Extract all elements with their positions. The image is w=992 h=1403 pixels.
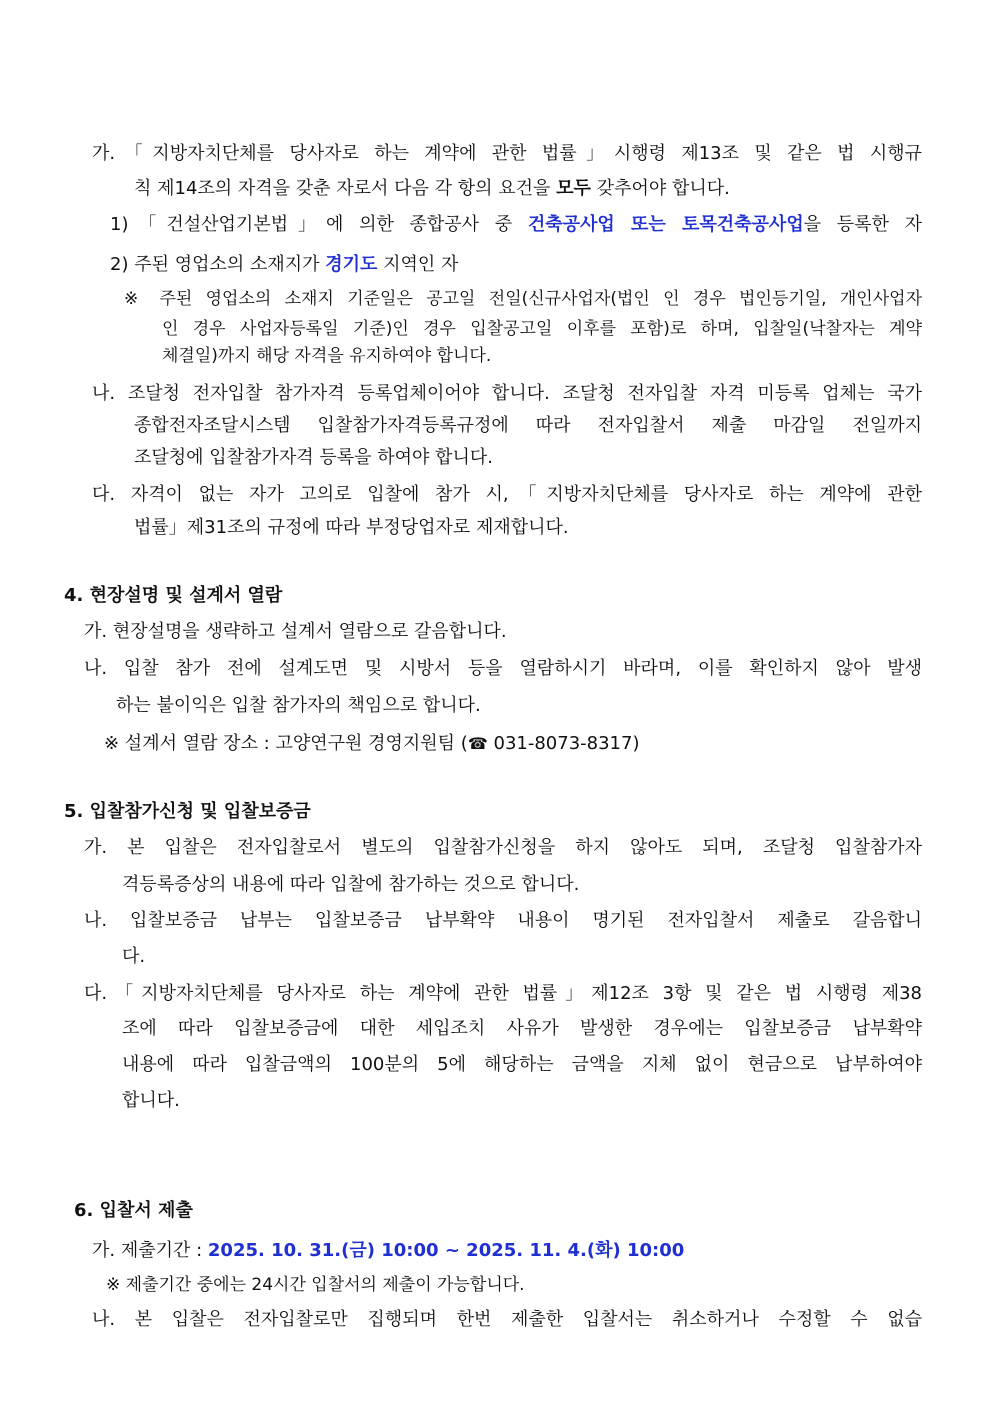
submission-na-line-1: 나. 본 입찰은 전자입찰로만 집행되며 한번 제출한 입찰서는 취소하거나 수정할 수 없습	[92, 1309, 922, 1330]
deposit-da-line-3: 내용에 따라 입찰금액의 100분의 5에 해당하는 금액을 지체 없이 현금으로 납부하여야	[122, 1054, 922, 1075]
qualification-da-line-2: 법률」제31조의 규정에 따라 부정당업자로 제재합니다.	[134, 517, 569, 538]
deposit-da-line-4: 합니다.	[122, 1090, 180, 1111]
emphasis-all: 모두	[556, 178, 591, 199]
qualification-ga-line-2: 칙 제14조의 자격을 갖춘 자로서 다음 각 항의 요건을 모두 갖추어야 합니다.	[134, 178, 730, 199]
location-note-line-2: 인 경우 사업자등록일 기준)인 경우 입찰공고일 이후를 포함)로 하며, 입찰일(낙찰자는 계약	[162, 319, 922, 339]
section-5-heading: 5. 입찰참가신청 및 입찰보증금	[64, 801, 311, 822]
qualification-da-line-1: 다. 자격이 없는 자가 고의로 입찰에 참가 시,「지방자치단체를 당사자로 하는 계약에 관한	[92, 484, 922, 505]
requirement-item-2: 2) 주된 영업소의 소재지가 경기도 지역인 자	[110, 254, 459, 275]
license-type-highlight: 건축공사업 또는 토목건축공사업	[527, 214, 804, 235]
deposit-ga-line-2: 격등록증상의 내용에 따라 입찰에 참가하는 것으로 합니다.	[122, 874, 580, 895]
location-note-line-3: 체결일)까지 해당 자격을 유지하여야 합니다.	[162, 346, 492, 366]
requirement-item-1: 1)「건설산업기본법」에 의한 종합공사 중 건축공사업 또는 토목건축공사업을 등록한 자	[110, 214, 922, 235]
qualification-na-line-1: 나. 조달청 전자입찰 참가자격 등록업체이어야 합니다. 조달청 전자입찰 자격 미등록 업체는 국가	[92, 383, 922, 404]
deposit-na-line-2: 다.	[122, 946, 146, 967]
location-note-line-1: ※ 주된 영업소의 소재지 기준일은 공고일 전일(신규사업자(법인 인 경우 법인등기일, 개인사업자	[124, 289, 922, 309]
site-na-line-1: 나. 입찰 참가 전에 설계도면 및 시방서 등을 열람하시기 바라며, 이를 확인하지 않아 발생	[84, 658, 922, 679]
deposit-da-line-2: 조에 따라 입찰보증금에 대한 세입조치 사유가 발생한 경우에는 입찰보증금 납부확약	[122, 1018, 922, 1039]
qualification-na-line-2: 종합전자조달시스템 입찰참가자격등록규정에 따라 전자입찰서 제출 마감일 전일까지	[134, 415, 922, 436]
submission-period-dates: 2025. 10. 31.(금) 10:00 ~ 2025. 11. 4.(화) 10:00	[207, 1240, 685, 1261]
deposit-da-line-1: 다.「지방자치단체를 당사자로 하는 계약에 관한 법률」제12조 3항 및 같은 법 시행령 제38	[84, 983, 922, 1004]
qualification-ga-line-1: 가.「지방자치단체를 당사자로 하는 계약에 관한 법률」시행령 제13조 및 같은 법 시행규	[92, 143, 922, 164]
site-na-line-2: 하는 불이익은 입찰 참가자의 책임으로 합니다.	[116, 695, 481, 716]
region-highlight: 경기도	[325, 254, 378, 275]
viewing-location-note: ※ 설계서 열람 장소 : 고양연구원 경영지원팀 (☎ 031-8073-8317)	[104, 733, 640, 754]
deposit-na-line-1: 나. 입찰보증금 납부는 입찰보증금 납부확약 내용이 명기된 전자입찰서 제출로 갈음합니	[84, 910, 922, 931]
phone-icon: ☎	[467, 734, 488, 753]
qualification-na-line-3: 조달청에 입찰참가자격 등록을 하여야 합니다.	[134, 447, 493, 468]
deposit-ga-line-1: 가. 본 입찰은 전자입찰로서 별도의 입찰참가신청을 하지 않아도 되며, 조달청 입찰참가자	[84, 837, 922, 858]
submission-period-line: 가. 제출기간 : 2025. 10. 31.(금) 10:00 ~ 2025. 11. 4.(화) 10:00	[92, 1240, 685, 1261]
site-ga-line: 가. 현장설명을 생략하고 설계서 열람으로 갈음합니다.	[84, 621, 507, 642]
section-4-heading: 4. 현장설명 및 설계서 열람	[64, 585, 283, 606]
section-6-heading: 6. 입찰서 제출	[74, 1200, 193, 1221]
submission-note: ※ 제출기간 중에는 24시간 입찰서의 제출이 가능합니다.	[106, 1275, 525, 1295]
